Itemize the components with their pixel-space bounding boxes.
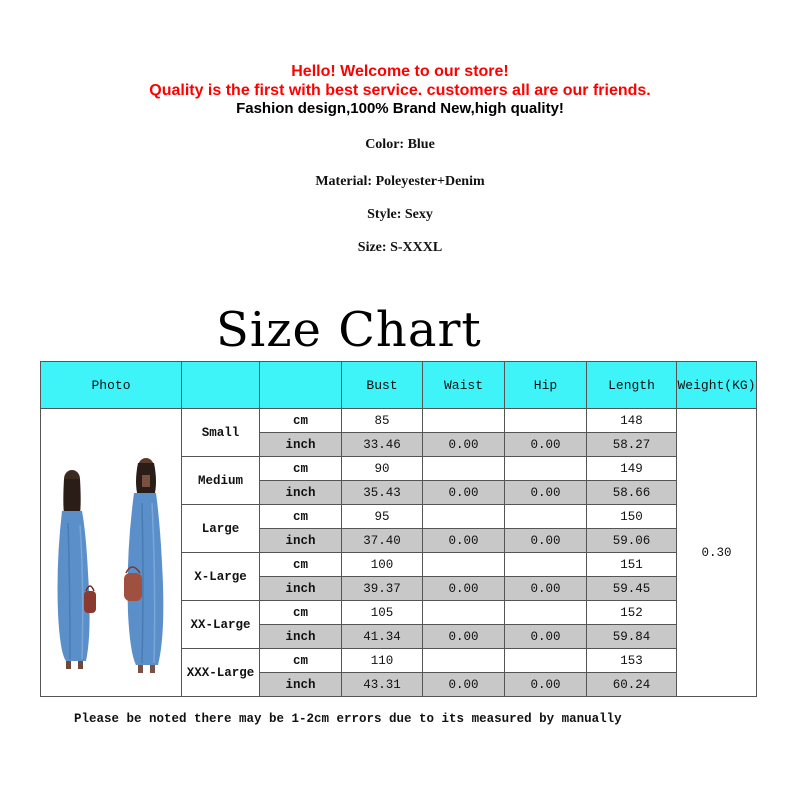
- waist-cell: 0.00: [423, 481, 505, 505]
- product-photo: [41, 409, 182, 697]
- bust-cell: 100: [342, 553, 423, 577]
- header-unit: [260, 362, 342, 409]
- unit-inch: inch: [260, 673, 342, 697]
- length-cell: 149: [587, 457, 677, 481]
- bust-cell: 37.40: [342, 529, 423, 553]
- header-hip: Hip: [505, 362, 587, 409]
- spec-material: Material: Poleyester+Denim: [315, 174, 485, 189]
- waist-cell: [423, 601, 505, 625]
- spec-style: Style: Sexy: [367, 207, 433, 222]
- waist-cell: [423, 457, 505, 481]
- bust-cell: 33.46: [342, 433, 423, 457]
- header-length: Length: [587, 362, 677, 409]
- unit-cm: cm: [260, 457, 342, 481]
- header-waist: Waist: [423, 362, 505, 409]
- dress-model-image: [42, 413, 181, 689]
- bust-cell: 35.43: [342, 481, 423, 505]
- length-cell: 150: [587, 505, 677, 529]
- welcome-line: Hello! Welcome to our store!: [291, 63, 509, 80]
- hip-cell: [505, 553, 587, 577]
- hip-cell: 0.00: [505, 433, 587, 457]
- hip-cell: [505, 649, 587, 673]
- quality-line: Quality is the first with best service. customers all are our friends.: [149, 82, 651, 99]
- spec-color: Color: Blue: [365, 137, 435, 152]
- hip-cell: 0.00: [505, 625, 587, 649]
- unit-inch: inch: [260, 529, 342, 553]
- size-label: Small: [182, 409, 260, 457]
- unit-cm: cm: [260, 553, 342, 577]
- size-label: Medium: [182, 457, 260, 505]
- waist-cell: [423, 505, 505, 529]
- hip-cell: [505, 601, 587, 625]
- weight-cell: 0.30: [677, 409, 757, 697]
- unit-cm: cm: [260, 409, 342, 433]
- length-cell: 60.24: [587, 673, 677, 697]
- waist-cell: 0.00: [423, 577, 505, 601]
- unit-cm: cm: [260, 601, 342, 625]
- waist-cell: [423, 649, 505, 673]
- bust-cell: 41.34: [342, 625, 423, 649]
- header-size: [182, 362, 260, 409]
- fashion-line: Fashion design,100% Brand New,high quality!: [236, 100, 564, 117]
- header-photo: Photo: [41, 362, 182, 409]
- unit-inch: inch: [260, 625, 342, 649]
- hip-cell: [505, 505, 587, 529]
- size-chart-table: [40, 361, 757, 697]
- bust-cell: 110: [342, 649, 423, 673]
- model-front-view: [124, 458, 163, 673]
- unit-cm: cm: [260, 505, 342, 529]
- waist-cell: 0.00: [423, 433, 505, 457]
- size-chart-title: Size Chart: [216, 302, 482, 358]
- bust-cell: 105: [342, 601, 423, 625]
- header-row: [41, 362, 757, 409]
- length-cell: 59.45: [587, 577, 677, 601]
- hip-cell: [505, 457, 587, 481]
- length-cell: 153: [587, 649, 677, 673]
- measurement-note: Please be noted there may be 1-2cm errors due to its measured by manually: [74, 712, 622, 726]
- length-cell: 58.27: [587, 433, 677, 457]
- size-label: XX-Large: [182, 601, 260, 649]
- waist-cell: 0.00: [423, 529, 505, 553]
- hip-cell: 0.00: [505, 481, 587, 505]
- hip-cell: 0.00: [505, 529, 587, 553]
- unit-inch: inch: [260, 433, 342, 457]
- bust-cell: 39.37: [342, 577, 423, 601]
- unit-inch: inch: [260, 481, 342, 505]
- spec-size: Size: S-XXXL: [357, 240, 443, 255]
- length-cell: 59.84: [587, 625, 677, 649]
- length-cell: 151: [587, 553, 677, 577]
- size-label: Large: [182, 505, 260, 553]
- length-cell: 152: [587, 601, 677, 625]
- bust-cell: 95: [342, 505, 423, 529]
- hip-cell: 0.00: [505, 577, 587, 601]
- waist-cell: [423, 409, 505, 433]
- header-weight: Weight(KG): [677, 362, 757, 409]
- header-bust: Bust: [342, 362, 423, 409]
- hip-cell: 0.00: [505, 673, 587, 697]
- unit-cm: cm: [260, 649, 342, 673]
- bust-cell: 90: [342, 457, 423, 481]
- model-back-view: [57, 470, 96, 669]
- length-cell: 58.66: [587, 481, 677, 505]
- length-cell: 59.06: [587, 529, 677, 553]
- size-label: X-Large: [182, 553, 260, 601]
- table-row: [41, 409, 757, 433]
- hip-cell: [505, 409, 587, 433]
- length-cell: 148: [587, 409, 677, 433]
- bust-cell: 85: [342, 409, 423, 433]
- waist-cell: [423, 553, 505, 577]
- waist-cell: 0.00: [423, 673, 505, 697]
- waist-cell: 0.00: [423, 625, 505, 649]
- unit-inch: inch: [260, 577, 342, 601]
- bust-cell: 43.31: [342, 673, 423, 697]
- size-label: XXX-Large: [182, 649, 260, 697]
